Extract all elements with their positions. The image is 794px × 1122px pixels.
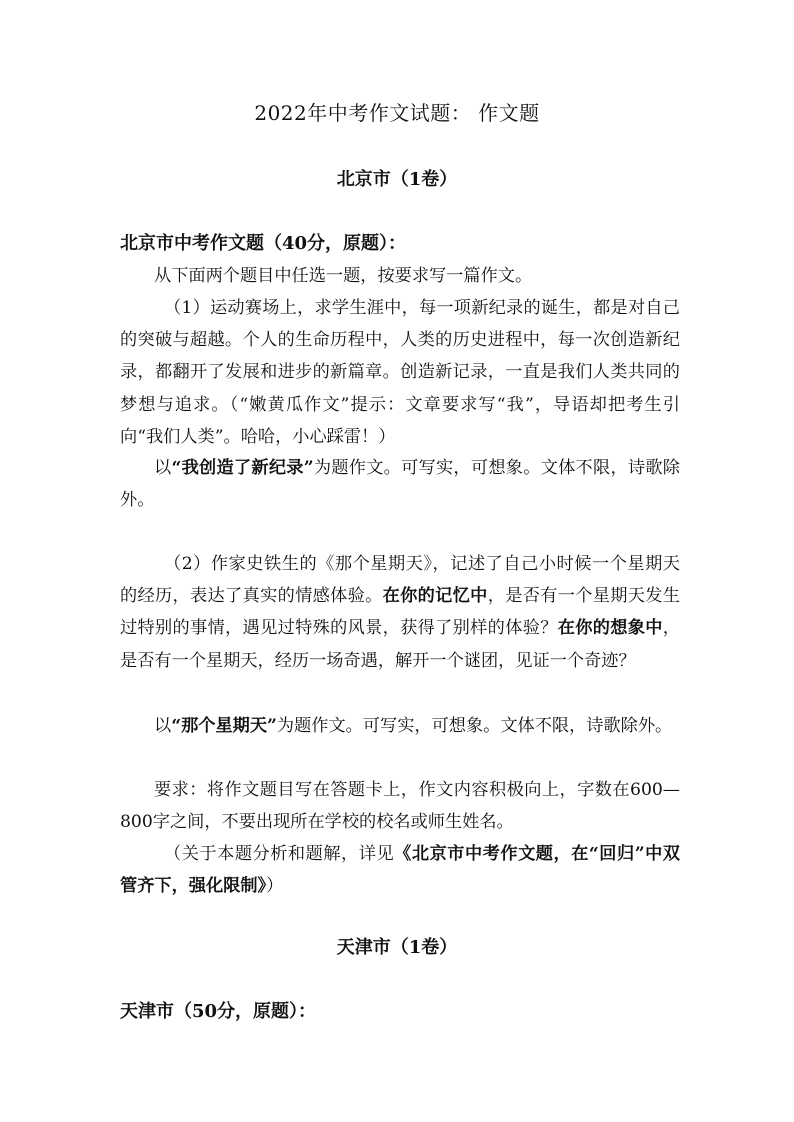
prompt1-task-title: “我创造了新纪录” bbox=[171, 458, 314, 478]
section-heading-beijing: 北京市（1卷） bbox=[336, 169, 458, 190]
prompt2-text-b: ，是否有一个星期天发生过特别的事情，遇见过特殊的风景，获得了别样的体验？ bbox=[120, 586, 680, 639]
subheading-tianjin: 天津市（50分，原题）： bbox=[120, 1001, 317, 1022]
prompt2-bold-memory: 在你的记忆中 bbox=[382, 586, 488, 607]
prompt1-task-prefix: 以 bbox=[154, 458, 172, 478]
analysis-link[interactable]: 《北京市中考作文题，在“回归”中双管齐下，强化限制》 bbox=[120, 844, 680, 897]
prompt2-text-a: （2）作家史铁生的《那个星期天》，记述了自己小时候一个星期天的经历，表达了真实的情感体验。 bbox=[120, 554, 680, 607]
analysis-suffix: ） bbox=[266, 876, 284, 897]
prompt1-paragraph: （1）运动赛场上，求学生涯中，每一项新纪录的诞生，都是对自己的突破与超越。个人的生命历程中，人类的历史进程中，每一次创造新纪录，都翻开了发展和进步的新篇章。创造新记录，一直是我们人类共同的梦想与追求。（“嫩黄瓜作文”提示：文章要求写“我”，导语却把考生引向“我们人类”。哈哈，小心踩雷！） bbox=[120, 298, 680, 447]
analysis-prefix: （关于本题分析和题解，详见 bbox=[164, 844, 395, 864]
analysis-paragraph bbox=[120, 838, 680, 902]
prompt2-task-prefix: 以 bbox=[154, 716, 172, 736]
prompt2-task-paragraph bbox=[120, 710, 680, 742]
prompt2-paragraph bbox=[120, 548, 680, 677]
prompt2-task-suffix: 为题作文。可写实，可想象。文体不限，诗歌除外。 bbox=[276, 716, 673, 736]
document-title: 2022年中考作文试题： 作文题 bbox=[254, 101, 540, 125]
section-heading-tianjin: 天津市（1卷） bbox=[336, 937, 458, 958]
prompt1-task-paragraph bbox=[120, 452, 680, 516]
prompt2-task-title: “那个星期天” bbox=[171, 716, 277, 736]
requirements-paragraph: 要求：将作文题目写在答题卡上，作文内容积极向上，字数在600—800字之间，不要出现所在学校的校名或师生姓名。 bbox=[120, 780, 680, 833]
prompt2-bold-imagination: 在你的想象中 bbox=[557, 618, 663, 639]
intro-paragraph: 从下面两个题目中任选一题，按要求写一篇作文。 bbox=[154, 266, 533, 286]
prompt1-task-suffix: 为题作文。可写实，可想象。文体不限，诗歌除外。 bbox=[120, 458, 680, 511]
prompt2-text-c: ，是否有一个星期天，经历一场奇遇，解开一个谜团，见证一个奇迹？ bbox=[120, 618, 680, 671]
subheading-beijing: 北京市中考作文题（40分，原题）： bbox=[120, 233, 407, 254]
